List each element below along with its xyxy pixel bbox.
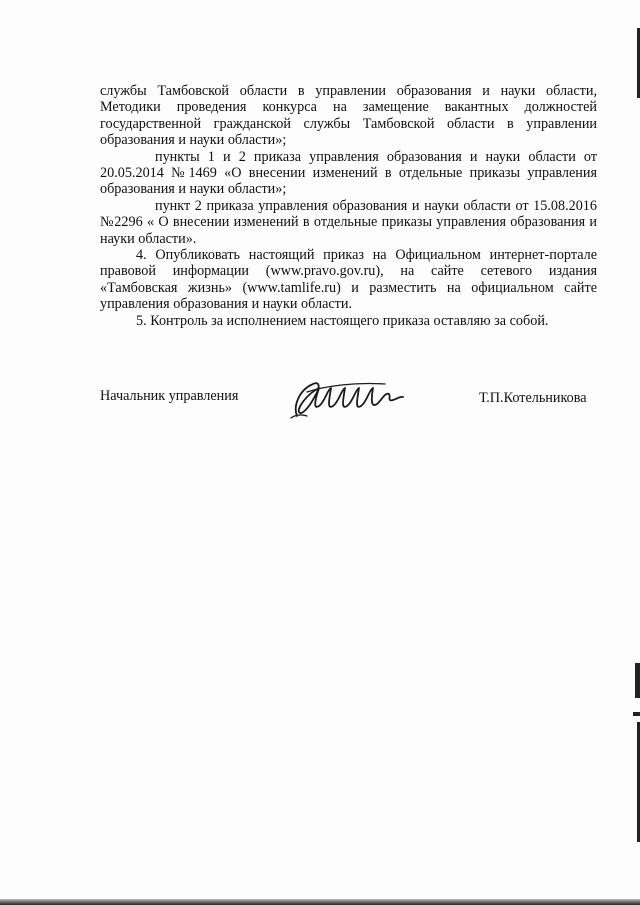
- paragraph-publication: 4. Опубликовать настоящий приказ на Официальном интернет-портале правовой информации (www.pravo.gov.ru), на сайте сетевого издания «Тамбовская жизнь» (www.tamlife.ru) и разместить на официальном сайте управления образования и науки области.: [100, 247, 597, 313]
- paragraph-continuation: службы Тамбовской области в управлении образования и науки области, Методики проведения конкурса на замещение вакантных должностей государственной гражданской службы Тамбовской области в управлении образования и науки области»;: [100, 83, 597, 149]
- signatory-name: Т.П.Котельникова: [479, 390, 587, 406]
- signatory-title: Начальник управления: [100, 388, 239, 404]
- paragraph-item-2296: пункт 2 приказа управления образования и науки области от 15.08.2016 №2296 « О внесении изменений в отдельные приказы управления образования и науки области».: [100, 197, 597, 247]
- scan-edge-bottom: [0, 899, 640, 905]
- paragraph-control: 5. Контроль за исполнением настоящего приказа оставляю за собой.: [136, 312, 549, 329]
- document-body: [100, 83, 597, 329]
- scan-edge-mark: [633, 712, 640, 716]
- scan-edge-right: [636, 0, 640, 905]
- scan-edge-mark: [635, 663, 640, 698]
- handwritten-signature: [285, 372, 410, 424]
- paragraph-item-1469: пункты 1 и 2 приказа управления образования и науки области от 20.05.2014 №1469 «О внесении изменений в отдельные приказы управления образования и науки области»;: [100, 148, 597, 198]
